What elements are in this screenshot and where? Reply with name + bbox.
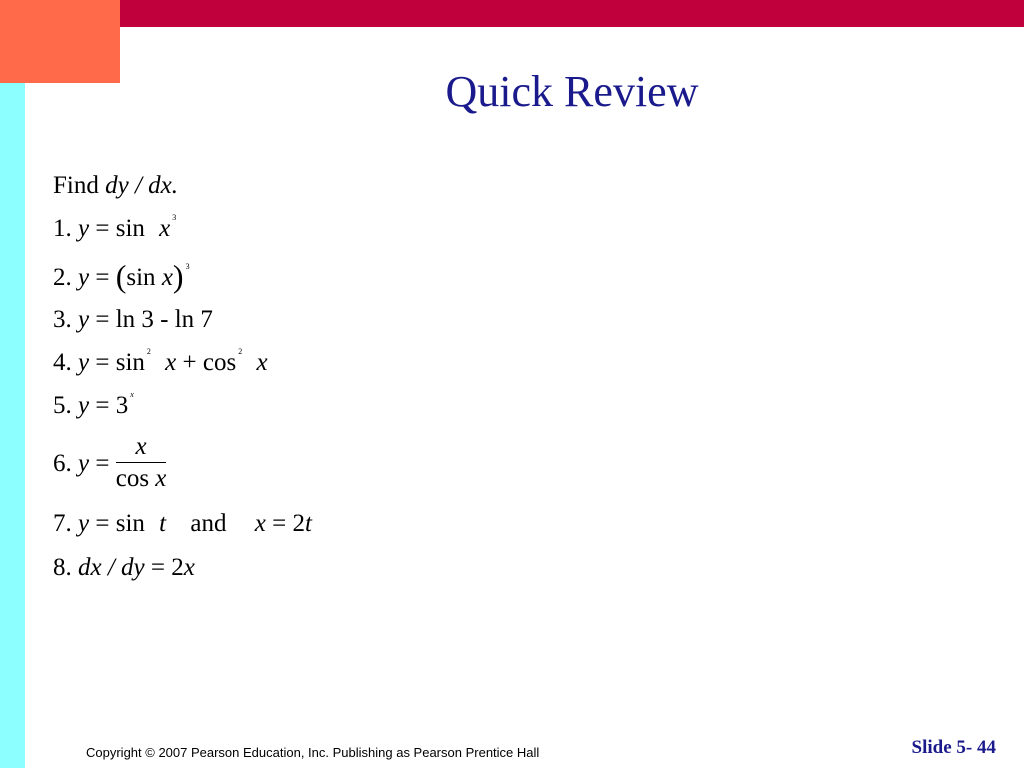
problem-5 (53, 391, 134, 426)
top-bar (0, 0, 1024, 27)
function: sin (115, 510, 145, 537)
side-bar (0, 83, 25, 768)
coefficient: 2 (171, 554, 184, 581)
variable: x (161, 264, 173, 291)
exponent: 3 (185, 262, 190, 271)
left-paren: ( (115, 258, 127, 294)
problem-1 (53, 214, 176, 249)
lhs: y (78, 450, 90, 478)
equals: = (95, 392, 110, 419)
problem-8 (53, 553, 195, 583)
function-1: sin (115, 349, 145, 376)
problem-number: 5. (53, 392, 72, 419)
lhs: dx / dy (78, 554, 145, 581)
denominator-variable: x (155, 465, 167, 492)
equals: = (95, 306, 110, 333)
exponent-2: 2 (238, 347, 243, 356)
problem-4 (53, 348, 268, 383)
problem-number: 3. (53, 306, 72, 333)
plus: + (182, 349, 197, 376)
lhs: y (78, 349, 90, 376)
lhs: y (78, 215, 90, 242)
problem-number: 8. (53, 554, 72, 581)
and-word: and (190, 510, 227, 537)
equals: = (95, 349, 110, 376)
lhs: y (78, 306, 90, 333)
denominator (116, 463, 167, 495)
problem-2 (53, 259, 190, 298)
problem-number: 7. (53, 510, 72, 537)
variable-2: t (304, 510, 312, 537)
fraction (116, 432, 167, 495)
variable: x (159, 215, 171, 242)
lhs: y (78, 392, 90, 419)
problem-6 (53, 434, 166, 497)
function: sin (115, 215, 145, 242)
variable-1: x (165, 349, 177, 376)
base: 3 (115, 392, 129, 419)
corner-block (0, 0, 120, 83)
slide-title: Quick Review (445, 67, 699, 116)
problem-number: 6. (53, 450, 72, 478)
dy-dx-expr: dy / dx. (105, 172, 178, 199)
find-word: Find (53, 172, 99, 199)
variable: t (159, 510, 167, 537)
problem-number: 2. (53, 264, 72, 291)
equals: = (95, 450, 110, 478)
slide-number: Slide 5- 44 (911, 737, 996, 758)
equals: = (95, 264, 110, 291)
variable-2: x (256, 349, 268, 376)
problem-7 (53, 509, 312, 539)
lhs-2: x (254, 510, 266, 537)
right-paren: ) (172, 258, 184, 294)
expression: ln 3 - ln 7 (115, 306, 213, 333)
equals: = (95, 215, 110, 242)
exponent-1: 2 (146, 347, 151, 356)
variable: x (183, 554, 195, 581)
problem-number: 4. (53, 349, 72, 376)
function-2: cos (202, 349, 237, 376)
equals: = (95, 510, 110, 537)
lhs: y (78, 510, 90, 537)
numerator: x (135, 433, 147, 460)
equals: = (150, 554, 165, 581)
copyright-footer: Copyright © 2007 Pearson Education, Inc. Publishing as Pearson Prentice Hall (86, 745, 540, 760)
exponent: x (130, 390, 134, 399)
exponent: 3 (172, 213, 177, 222)
problem-number: 1. (53, 215, 72, 242)
instruction-line (53, 171, 178, 201)
coefficient: 2 (292, 510, 305, 537)
problem-3 (53, 305, 213, 335)
lhs: y (78, 264, 90, 291)
denominator-function: cos (115, 465, 150, 492)
equals-2: = (272, 510, 287, 537)
function: sin (126, 264, 156, 291)
